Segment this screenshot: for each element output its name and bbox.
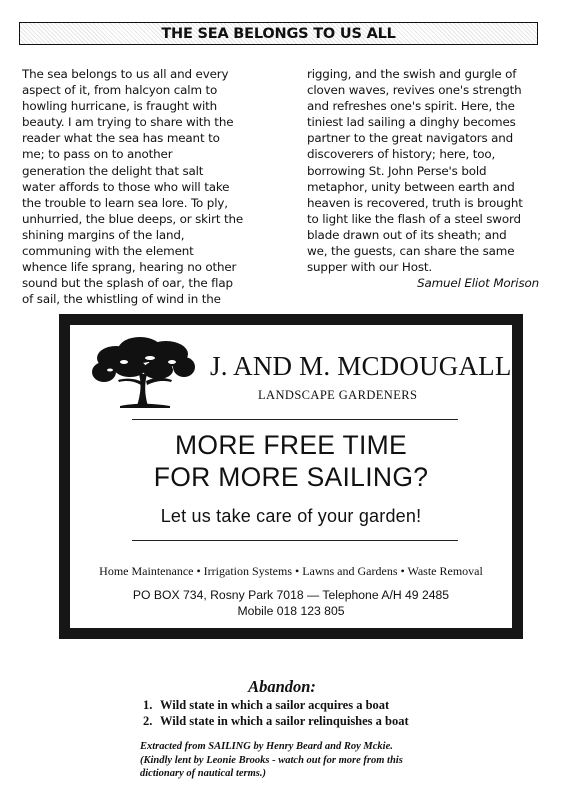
essay-line: communing with the element [22,244,194,259]
title-banner [19,22,538,45]
contact-mobile: Mobile 018 123 805 [237,604,345,618]
definition-list [143,697,409,729]
tree-icon [90,334,196,416]
essay-line: me; to pass on to another [22,147,173,162]
list-item [143,713,409,729]
advertisement-panel [70,325,512,628]
list-item [143,697,409,713]
credit-line: Extracted from SAILING by Henry Beard and Roy Mckie. [140,741,393,752]
essay-line: tiniest lad sailing a dinghy becomes [307,115,516,130]
essay-line: water affords to those who will take [22,179,230,194]
essay-line: unhurried, the blue deeps, or skirt the [22,211,244,226]
ad-headline: MORE FREE TIME [175,430,407,460]
essay-line: The sea belongs to us all and every [22,67,229,81]
source-credit [140,740,403,781]
definition-text: Wild state in which a sailor relinquishes a boat [160,714,409,728]
essay-line: sound but the splash of oar, the flap [22,276,233,291]
essay-line: blade drawn out of its sheath; and [307,227,507,242]
essay-line: we, the guests, can share the same [307,244,515,259]
definition-number: 1. [143,698,153,712]
essay-line: of sail, the whistling of wind in the [22,292,221,307]
essay-line: discoverers of history; here, too, [307,147,496,162]
credit-line: dictionary of nautical terms.) [140,768,266,780]
definition-text: Wild state in which a sailor acquires a boat [160,698,390,712]
definition-number: 2. [143,714,153,728]
divider [132,419,458,420]
company-name: J. AND M. MCDOUGALL [210,351,512,381]
essay-line: heaven is recovered, truth is brought [307,195,523,210]
essay-line: partner to the great navigators and [307,131,514,146]
essay-line: rigging, and the swish and gurgle of [307,67,517,81]
essay-column-right [307,66,539,291]
essay-line: supper with our Host. [307,260,432,275]
company-subtitle: LANDSCAPE GARDENERS [258,388,418,402]
essay-column-left [22,66,284,307]
divider [132,540,458,541]
essay-line: howling hurricane, is fraught with [22,99,218,114]
essay-line: whence life sprang, hearing no other [22,260,237,275]
essay-line: beauty. I am trying to share with the [22,115,234,130]
services-list: Home Maintenance • Irrigation Systems • Lawns and Gardens • Waste Removal [99,564,483,578]
essay-line: reader what the sea has meant to [22,131,220,146]
essay-line: metaphor, unity between earth and [307,179,515,194]
essay-line: the trouble to learn sea lore. To ply, [22,195,228,210]
essay-line: borrowing St. John Perse's bold [307,163,487,178]
essay-line: shining margins of the land, [22,227,185,242]
page-title: THE SEA BELONGS TO US ALL [161,25,396,42]
definition-term: Abandon: [248,677,316,696]
essay-line: generation the delight that salt [22,163,204,178]
contact-address: PO BOX 734, Rosny Park 7018 — Telephone A/H 49 2485 [132,588,450,602]
essay-line: cloven waves, revives one's strength [307,83,522,98]
essay-author: Samuel Eliot Morison [417,276,539,291]
essay-line: and refreshes one's spirit. Here, the [307,99,515,114]
credit-line: (Kindly lent by Leonie Brooks - watch out for more from this [140,754,403,766]
ad-headline: FOR MORE SAILING? [153,462,429,492]
essay-line: aspect of it, from halcyon calm to [22,83,218,98]
essay-line: to light like the flash of a steel sword [307,211,521,226]
advertisement-box [59,314,523,639]
ad-tagline: Let us take care of your garden! [160,506,422,526]
